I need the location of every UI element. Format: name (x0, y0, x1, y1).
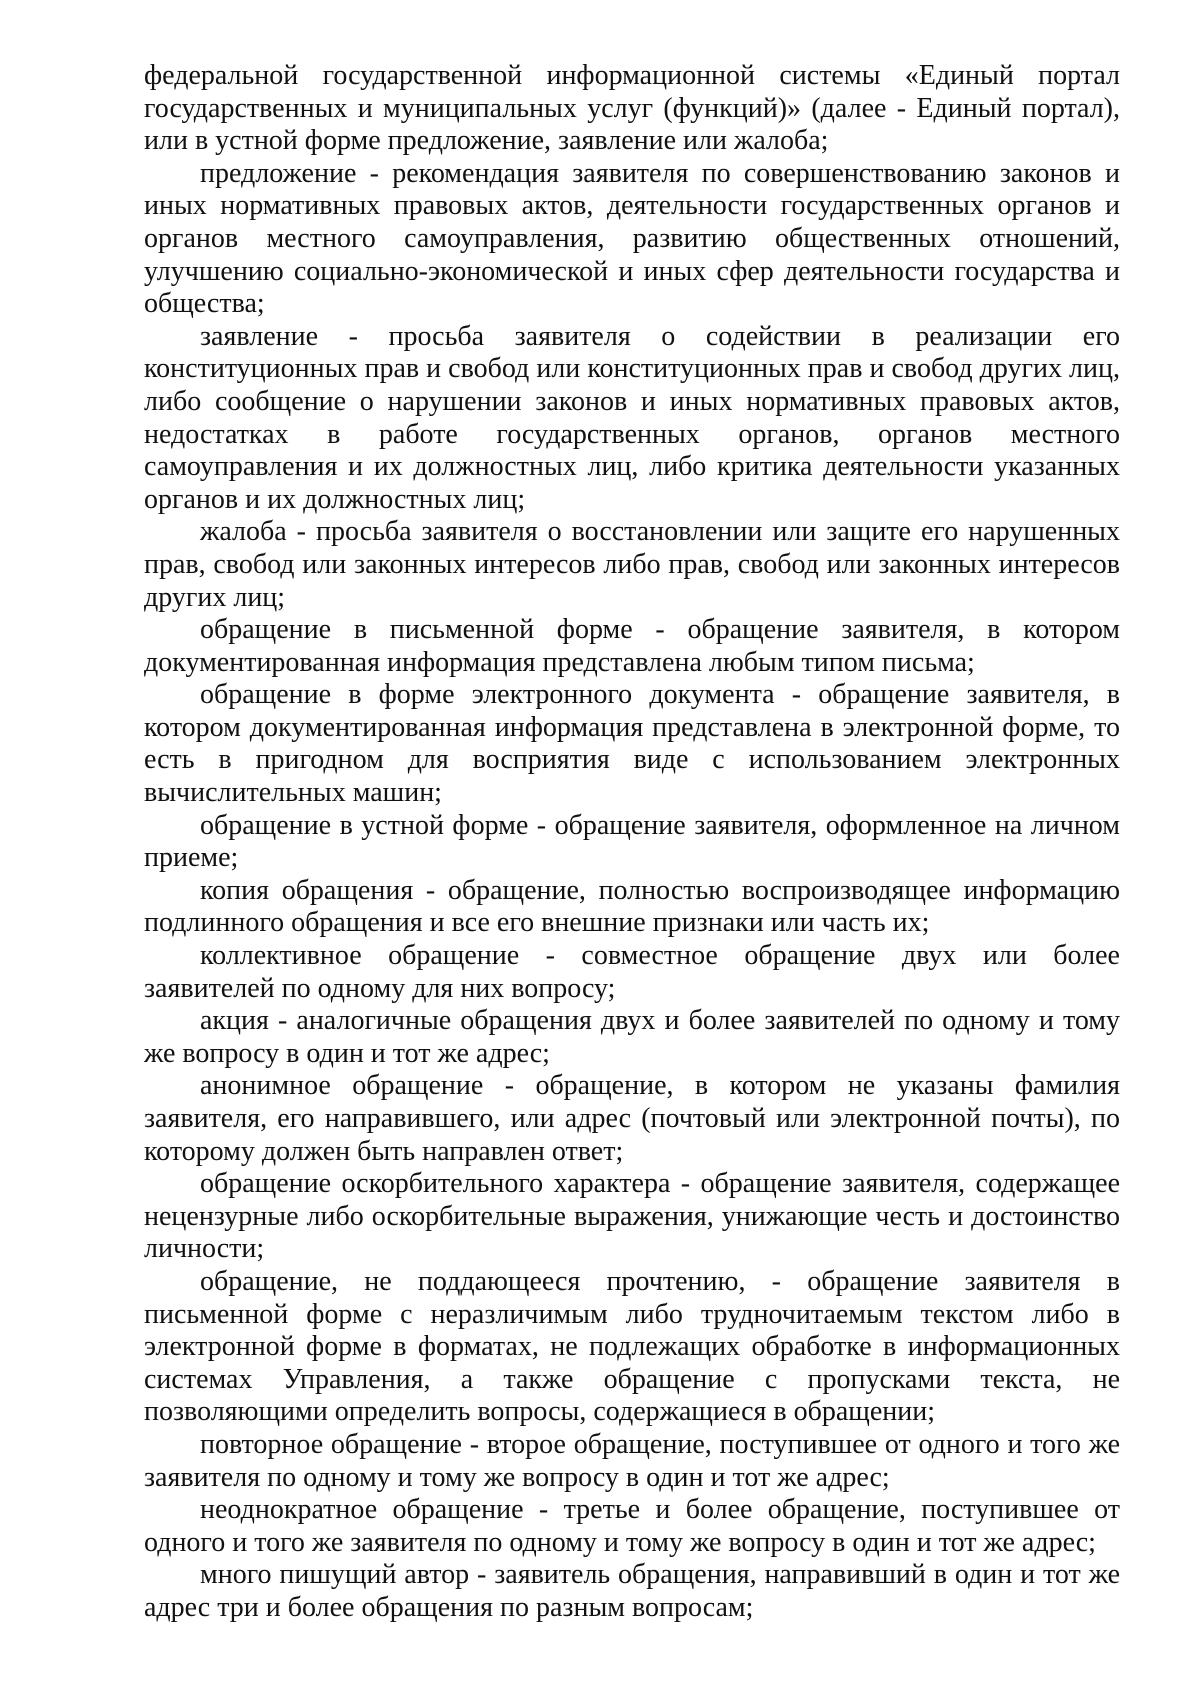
paragraph-definition-zayavlenie: заявление - просьба заявителя о содействии в реализации его конституционных прав и свобод или конституционных прав и свобод других лиц, либо сообщение о нарушении законов и иных нормативных правовых актов, недостатках в работе государственных органов, органов местного самоуправления и их должностных лиц, либо критика деятельности указанных органов и их должностных лиц; (144, 320, 1120, 515)
paragraph-definition-written-appeal: обращение в письменной форме - обращение заявителя, в котором документированная информация представлена любым типом письма; (144, 614, 1120, 678)
paragraph-definition-zhaloba: жалоба - просьба заявителя о восстановлении или защите его нарушенных прав, свобод или законных интересов либо прав, свобод или законных интересов других лиц; (144, 516, 1120, 613)
paragraph-definition-appeal-copy: копия обращения - обращение, полностью воспроизводящее информацию подлинного обращения и все его внешние признаки или часть их; (144, 874, 1120, 939)
paragraph-definition-prolific-author: много пишущий автор - заявитель обращения, направивший в один и тот же адрес три и более обращения по разным вопросам; (144, 1559, 1120, 1623)
paragraph-continuation: федеральной государственной информационной системы «Единый портал государственных и муниципальных услуг (функций)» (далее - Единый портал), или в устной форме предложение, заявление или жалоба; (144, 60, 1120, 157)
paragraph-definition-multiple-appeal: неоднократное обращение - третье и более обращение, поступившее от одного и того же заявителя по одному и тому же вопросу в один и тот же адрес; (144, 1494, 1120, 1558)
paragraph-definition-anonymous-appeal: анонимное обращение - обращение, в котором не указаны фамилия заявителя, его направившего, или адрес (почтовый или электронной почты), по которому должен быть направлен ответ; (144, 1070, 1120, 1167)
document-page (144, 60, 1120, 1625)
paragraph-definition-illegible-appeal: обращение, не поддающееся прочтению, - обращение заявителя в письменной форме с неразличимым либо трудночитаемым текстом либо в электронной форме в форматах, не подлежащих обработке в информационных системах Управления, а также обращение с пропусками текста, не позволяющими определить вопросы, содержащиеся в обращении; (144, 1265, 1120, 1428)
paragraph-definition-offensive-appeal: обращение оскорбительного характера - обращение заявителя, содержащее нецензурные либо оскорбительные выражения, унижающие честь и достоинство личности; (144, 1168, 1120, 1265)
paragraph-definition-collective-appeal: коллективное обращение - совместное обращение двух или более заявителей по одному для них вопросу; (144, 940, 1120, 1004)
paragraph-definition-predlozhenie: предложение - рекомендация заявителя по совершенствованию законов и иных нормативных правовых актов, деятельности государственных органов и органов местного самоуправления, развитию общественных отношений, улучшению социально-экономической и иных сфер деятельности государства и общества; (144, 157, 1120, 320)
paragraph-definition-repeated-appeal: повторное обращение - второе обращение, поступившее от одного и того же заявителя по одному и тому же вопросу в один и тот же адрес; (144, 1428, 1120, 1493)
paragraph-definition-electronic-appeal: обращение в форме электронного документа - обращение заявителя, в котором документированная информация представлена в электронной форме, то есть в пригодном для восприятия виде с использованием электронных вычислительных машин; (144, 679, 1120, 809)
paragraph-definition-action: акция - аналогичные обращения двух и более заявителей по одному и тому же вопросу в один и тот же адрес; (144, 1005, 1120, 1069)
paragraph-definition-oral-appeal: обращение в устной форме - обращение заявителя, оформленное на личном приеме; (144, 809, 1120, 874)
